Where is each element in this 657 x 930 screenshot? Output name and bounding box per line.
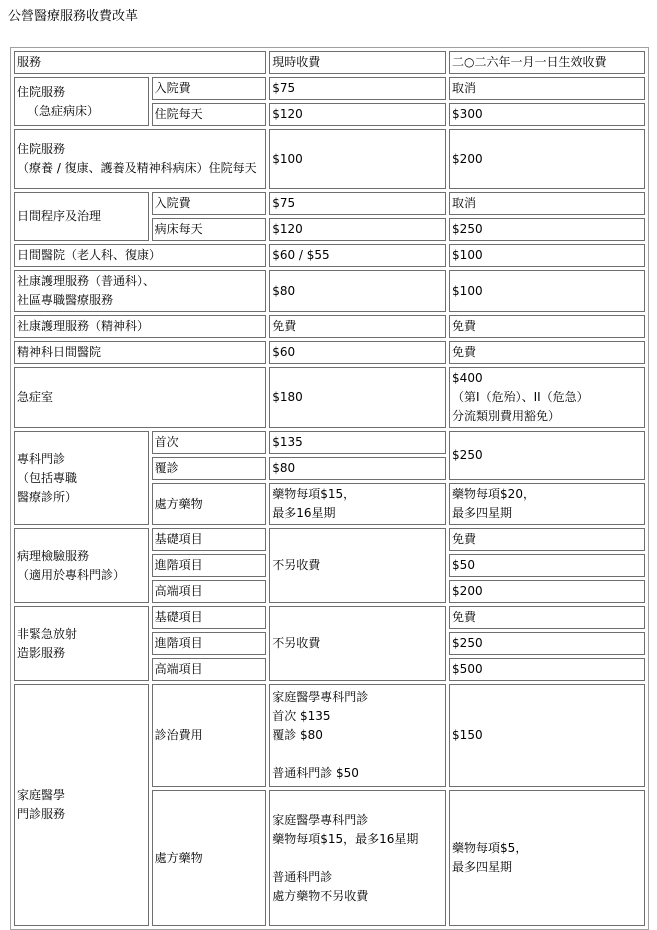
new-fee: 免費: [449, 341, 645, 364]
table-row: [14, 244, 645, 267]
current-fee: $100: [269, 129, 446, 189]
sub-label: 處方藥物: [152, 790, 267, 926]
row-label-emergency: 急症室: [14, 367, 266, 428]
sub-label: 覆診: [152, 457, 267, 480]
current-fee: $80: [269, 457, 446, 480]
row-label-inpatient-acute: [14, 77, 149, 126]
fee-table: [10, 47, 649, 930]
table-row: [14, 77, 645, 100]
table-row: [14, 684, 645, 787]
new-fee: 免費: [449, 315, 645, 338]
current-fee: $60 / $55: [269, 244, 446, 267]
new-fee: $200: [449, 129, 645, 189]
sub-label: 基礎項目: [152, 528, 267, 551]
new-fee: 取消: [449, 77, 645, 100]
current-fee: 家庭醫學專科門診 藥物每項$15，最多16星期 普通科門診 處方藥物不另收費: [269, 790, 446, 926]
table-row: [14, 431, 645, 454]
row-label-radiology: 非緊急放射 造影服務: [14, 606, 149, 681]
table-row: [14, 270, 645, 312]
header-new: 二○二六年一月一日生效收費: [449, 51, 645, 74]
sub-label: 入院費: [152, 77, 267, 100]
new-fee: $100: [449, 244, 645, 267]
page-title: 公營醫療服務收費改革: [8, 9, 139, 24]
table-row: [14, 129, 645, 189]
current-fee: $75: [269, 192, 446, 215]
header-service: 服務: [14, 51, 266, 74]
current-fee: $80: [269, 270, 446, 312]
sub-label: 診治費用: [152, 684, 267, 787]
current-fee: $120: [269, 218, 446, 241]
row-label-family-medicine: 家庭醫學 門診服務: [14, 684, 149, 926]
new-fee: $400 （第I（危殆）、II（危急） 分流類別費用豁免）: [449, 367, 645, 428]
sub-label: 高端項目: [152, 580, 267, 603]
sub-label: 高端項目: [152, 658, 267, 681]
row-label-sopc: 專科門診 （包括專職 醫療診所）: [14, 431, 149, 525]
current-fee: $75: [269, 77, 446, 100]
new-fee: $200: [449, 580, 645, 603]
new-fee: 藥物每項$20， 最多四星期: [449, 483, 645, 525]
current-fee: 藥物每項$15， 最多16星期: [269, 483, 446, 525]
current-fee: 不另收費: [269, 528, 446, 603]
row-label-day-procedure: 日間程序及治理: [14, 192, 149, 241]
current-fee: 不另收費: [269, 606, 446, 681]
new-fee: 免費: [449, 606, 645, 629]
table-row: [14, 315, 645, 338]
table-row: [14, 192, 645, 215]
sub-label: 進階項目: [152, 632, 267, 655]
sub-label: 病床每天: [152, 218, 267, 241]
sub-label: 進階項目: [152, 554, 267, 577]
new-fee: 藥物每項$5， 最多四星期: [449, 790, 645, 926]
inpatient-acute-line2: （急症病床）: [27, 103, 100, 118]
current-fee: $120: [269, 103, 446, 126]
sub-label: 處方藥物: [152, 483, 267, 525]
sub-label: 入院費: [152, 192, 267, 215]
new-fee: $500: [449, 658, 645, 681]
sub-label: 住院每天: [152, 103, 267, 126]
row-label-day-hospital: 日間醫院（老人科、復康）: [14, 244, 266, 267]
new-fee: $50: [449, 554, 645, 577]
inpatient-acute-line1: 住院服務: [17, 84, 66, 99]
new-fee: 免費: [449, 528, 645, 551]
header-current: 現時收費: [269, 51, 446, 74]
new-fee: $100: [449, 270, 645, 312]
sub-label: 基礎項目: [152, 606, 267, 629]
table-row: [14, 528, 645, 551]
new-fee: $300: [449, 103, 645, 126]
new-fee: $250: [449, 218, 645, 241]
table-row: [14, 341, 645, 364]
new-fee: $150: [449, 684, 645, 787]
row-label-community-general: 社康護理服務（普通科）、 社區專職醫療服務: [14, 270, 266, 312]
table-header-row: [14, 51, 645, 74]
current-fee: $180: [269, 367, 446, 428]
new-fee: $250: [449, 431, 645, 480]
table-row: [14, 367, 645, 428]
row-label-pathology: 病理檢驗服務 （適用於專科門診）: [14, 528, 149, 603]
row-label-community-psych: 社康護理服務（精神科）: [14, 315, 266, 338]
current-fee: 免費: [269, 315, 446, 338]
current-fee: $60: [269, 341, 446, 364]
new-fee: $250: [449, 632, 645, 655]
new-fee: 取消: [449, 192, 645, 215]
row-label-psych-day-hospital: 精神科日間醫院: [14, 341, 266, 364]
table-row: [14, 606, 645, 629]
current-fee: 家庭醫學專科門診 首次 $135 覆診 $80 普通科門診 $50: [269, 684, 446, 787]
current-fee: $135: [269, 431, 446, 454]
sub-label: 首次: [152, 431, 267, 454]
row-label-inpatient-convalescent: 住院服務 （療養 / 復康、護養及精神科病床）住院每天: [14, 129, 266, 189]
